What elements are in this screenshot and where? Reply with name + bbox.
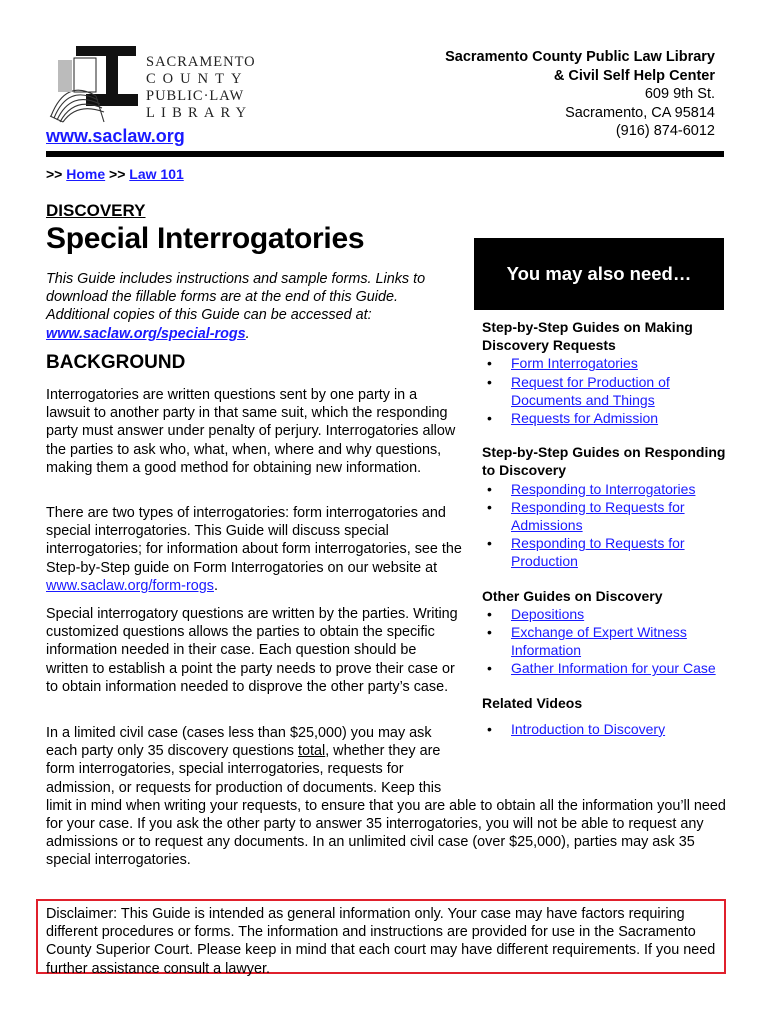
logo-line-2: COUNTY	[146, 71, 249, 87]
gather-information-link[interactable]: Gather Information for your Case	[511, 660, 716, 677]
page-title: Special Interrogatories	[46, 222, 365, 255]
breadcrumb-home-link[interactable]: Home	[66, 166, 106, 182]
library-books-logo-icon	[46, 38, 140, 124]
para2-end: .	[213, 577, 218, 594]
header-divider	[46, 151, 724, 157]
background-paragraph-1: Interrogatories are written questions sent by one party in a lawsuit to another party in that same suit, which the responding party must answer under penalty of perjury. Interrogatories allow the parties to ask who, what, when, where and why questions, making them a good method for obtaining new information.	[46, 387, 456, 476]
library-logo	[46, 38, 266, 124]
list-item	[482, 480, 727, 498]
intro-discovery-video-link[interactable]: Introduction to Discovery	[511, 720, 666, 737]
depositions-link[interactable]: Depositions	[511, 605, 585, 622]
responding-admissions-link[interactable]: Responding to Requests for Admissions	[511, 498, 685, 534]
list-item	[482, 720, 727, 738]
background-paragraph-3: Special interrogatory questions are written by the parties. Writing customized questions allows the parties to obtain the specific information needed in their case. Each question should be written to establish a point the party needs to prove their case or to obtain information needed to disprove the other party’s case.	[46, 606, 458, 695]
list-item	[482, 623, 727, 659]
sidebar-group-title: Related Videos	[482, 694, 583, 711]
breadcrumb-separator: >>	[109, 166, 126, 182]
topic-heading: DISCOVERY	[46, 201, 146, 220]
disclaimer-box: Disclaimer: This Guide is intended as general information only. Your case may have factors requiring different procedures or forms. The information and instructions are provided for use in the Sacramento County Superior Court. Please keep in mind that each court may have different requirements. If you need further assistance consult a lawyer.	[36, 899, 726, 974]
address-street: 609 9th St.	[644, 86, 715, 102]
related-guides-sidebar	[482, 318, 727, 754]
sidebar-group-videos	[482, 694, 727, 738]
sidebar-group-other	[482, 587, 727, 678]
list-item	[482, 373, 727, 409]
breadcrumb	[46, 166, 184, 182]
para4-total: total	[297, 743, 326, 760]
para4-text-a: In a limited civil case (cases less than $25,000) you may ask each party only 35 discovery questions	[46, 725, 432, 760]
library-address	[445, 48, 715, 141]
address-name: Sacramento County Public Law Library	[445, 49, 715, 65]
list-item	[482, 498, 727, 534]
logo-line-1: SACRAMENTO	[146, 54, 256, 70]
background-paragraph-2	[46, 504, 466, 595]
sidebar-group-title: Step-by-Step Guides on Making Discovery Requests	[482, 319, 693, 354]
list-item	[482, 409, 727, 427]
logo-wordmark	[146, 54, 296, 122]
responding-interrogatories-link[interactable]: Responding to Interrogatories	[511, 480, 696, 497]
sidebar-group-responding	[482, 443, 727, 570]
intro-text: This Guide includes instructions and sample forms. Links to download the fillable forms are at the end of this Guide. Additional copies of this Guide can be accessed at:	[46, 271, 426, 324]
address-city: Sacramento, CA 95814	[565, 104, 715, 121]
site-url-link[interactable]: www.saclaw.org	[46, 126, 185, 146]
request-production-link[interactable]: Request for Production of Documents and Things	[511, 373, 670, 408]
form-rogs-link[interactable]: www.saclaw.org/form-rogs	[46, 577, 214, 594]
special-rogs-link[interactable]: www.saclaw.org/special-rogs	[46, 325, 246, 342]
logo-line-3: PUBLIC·LAW	[146, 88, 245, 104]
para4-text-b: , whether they are form interrogatories, special interrogatories, requests for admission, or requests for production of documents. Keep this	[46, 743, 442, 796]
intro-end: .	[245, 325, 250, 342]
para4-narrow	[46, 724, 466, 797]
list-item	[482, 354, 727, 372]
sidebar-group-making-requests	[482, 318, 727, 427]
list-item	[482, 605, 727, 623]
address-center: & Civil Self Help Center	[553, 67, 715, 84]
sidebar-group-title: Step-by-Step Guides on Responding to Discovery	[482, 444, 726, 479]
list-item	[482, 534, 727, 570]
address-phone: (916) 874-6012	[615, 123, 715, 139]
breadcrumb-separator: >>	[46, 166, 63, 182]
breadcrumb-law101-link[interactable]: Law 101	[129, 166, 184, 182]
para4-wide: limit in mind when writing your requests, to ensure that you are able to obtain all the information you’ll need for your case. If you ask the other party to answer 35 interrogatories, you will not be able to request any admissions or to request any documents. In an unlimited civil case (over $25,000), parties may ask 35 special interrogatories.	[46, 797, 726, 869]
list-item	[482, 659, 727, 677]
responding-production-link[interactable]: Responding to Requests for Production	[511, 535, 685, 570]
logo-line-4: LIBRARY	[146, 105, 253, 121]
para2-text: There are two types of interrogatories: form interrogatories and special interrogatories. This Guide will discuss special interrogatories; for information about form interrogatories, see the Step-by-Step guide on Form Interrogatories on our website at	[46, 505, 462, 576]
intro-paragraph	[46, 270, 456, 343]
form-interrogatories-link[interactable]: Form Interrogatories	[511, 355, 638, 372]
sidebar-group-title: Other Guides on Discovery	[482, 587, 663, 604]
background-heading: BACKGROUND	[46, 352, 186, 373]
sidebar-header: You may also need…	[474, 238, 724, 310]
requests-admission-link[interactable]: Requests for Admission	[511, 410, 659, 427]
expert-witness-link[interactable]: Exchange of Expert Witness Information	[511, 624, 687, 659]
